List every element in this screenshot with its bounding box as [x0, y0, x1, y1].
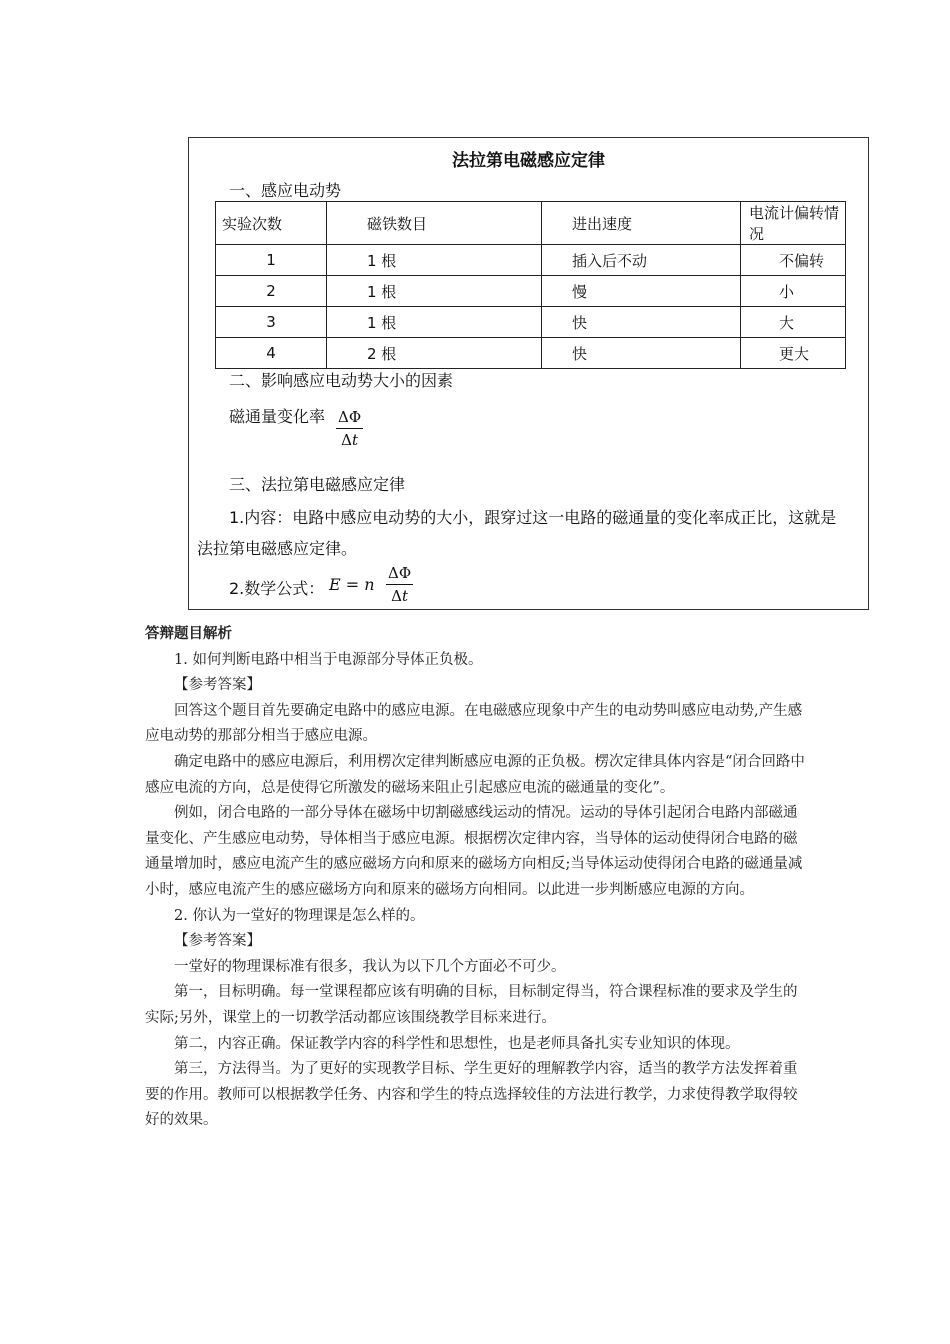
formula-fraction: [386, 564, 413, 605]
paragraph: 第一，目标明确。每一堂课程都应该有明确的目标，目标制定得当，符合课程标准的要求及学生的实际;另外，课堂上的一切教学活动都应该围绕教学目标来进行。: [145, 984, 798, 1026]
fraction-bar: [336, 428, 363, 429]
header-cell: 进出速度: [542, 202, 741, 245]
table-cell: 1 根: [327, 276, 542, 307]
section-2-heading: 二、影响感应电动势大小的因素: [229, 371, 454, 390]
table-row: [216, 276, 846, 307]
table-cell: 插入后不动: [542, 245, 741, 276]
formula-label: 2.数学公式：: [229, 579, 325, 598]
flux-rate-fraction: [336, 408, 363, 449]
fraction-numerator: ΔΦ: [388, 564, 412, 582]
reference-answer-label: 【参考答案】: [174, 677, 261, 694]
paragraph: 第三，方法得当。为了更好的实现教学目标、学生更好的理解教学内容，适当的教学方法发挥着重要的作用。教师可以根据教学任务、内容和学生的特点选择较佳的方法进行教学，力求使得教学取得较好的效果。: [145, 1061, 798, 1129]
table-cell: 2 根: [327, 338, 542, 369]
header-cell: 实验次数: [216, 202, 327, 245]
section-3-heading: 三、法拉第电磁感应定律: [229, 475, 406, 494]
header-cell: 电流计偏转情况: [741, 202, 846, 245]
experiment-table: [215, 201, 846, 369]
table-cell: 1: [216, 245, 327, 276]
paragraph: 一堂好的物理课标准有很多，我认为以下几个方面必不可少。: [174, 958, 566, 975]
table-cell: 小: [741, 276, 846, 307]
table-cell: 3: [216, 307, 327, 338]
table-row: [216, 245, 846, 276]
section-1-heading: 一、感应电动势: [229, 181, 342, 200]
formula-expression: E = n: [329, 575, 375, 594]
article-heading: 答辩题目解析: [145, 626, 232, 642]
question-2: 2. 你认为一堂好的物理课是怎么样的。: [174, 907, 425, 924]
fraction-denominator: Δt: [341, 431, 358, 449]
paragraph: 回答这个题目首先要确定电路中的感应电源。在电磁感应现象中产生的电动势叫感应电动势,产生感应电动势的那部分相当于感应电源。: [145, 702, 803, 745]
table-cell: 4: [216, 338, 327, 369]
table-row: [216, 307, 846, 338]
paragraph: 例如，闭合电路的一部分导体在磁场中切割磁感线运动的情况。运动的导体引起闭合电路内部磁通量变化、产生感应电动势，导体相当于感应电源。根据楞次定律内容，当导体的运动使得闭合电路的磁通量增加时，感应电流产生的感应磁场方向和原来的磁场方向相反;当导体运动使得闭合电路的磁通量减小时，感应电流产生的感应磁场方向和原来的磁场方向相同。以此进一步判断感应电源的方向。: [145, 805, 803, 898]
table-cell: 慢: [542, 276, 741, 307]
table-cell: 2: [216, 276, 327, 307]
table-cell: 快: [542, 338, 741, 369]
reference-answer-label: 【参考答案】: [174, 933, 261, 950]
fraction-bar: [386, 584, 413, 585]
header-cell: 磁铁数目: [327, 202, 542, 245]
law-content-line-2: 法拉第电磁感应定律。: [197, 539, 358, 558]
figure-title: 法拉第电磁感应定律: [452, 151, 605, 171]
paragraph: 第二，内容正确。保证教学内容的科学性和思想性，也是老师具备扎实专业知识的体现。: [174, 1035, 740, 1052]
table-cell: 大: [741, 307, 846, 338]
table-header-row: [216, 202, 846, 245]
article-body: [145, 622, 809, 1134]
table-row: [216, 338, 846, 369]
table-cell: 不偏转: [741, 245, 846, 276]
table-cell: 快: [542, 307, 741, 338]
law-figure: [188, 137, 869, 610]
law-content-line-1: 1.内容：电路中感应电动势的大小，跟穿过这一电路的磁通量的变化率成正比，这就是: [229, 508, 837, 527]
paragraph: 确定电路中的感应电源后，利用楞次定律判断感应电源的正负极。楞次定律具体内容是“闭合回路中感应电流的方向，总是使得它所激发的磁场来阻止引起感应电流的磁通量的变化”。: [145, 753, 805, 796]
table-cell: 1 根: [327, 307, 542, 338]
flux-rate-label: 磁通量变化率: [229, 407, 326, 426]
table-cell: 更大: [741, 338, 846, 369]
table-cell: 1 根: [327, 245, 542, 276]
fraction-numerator: ΔΦ: [338, 408, 362, 426]
fraction-denominator: Δt: [391, 587, 408, 605]
question-1: 1. 如何判断电路中相当于电源部分导体正负极。: [174, 651, 483, 668]
